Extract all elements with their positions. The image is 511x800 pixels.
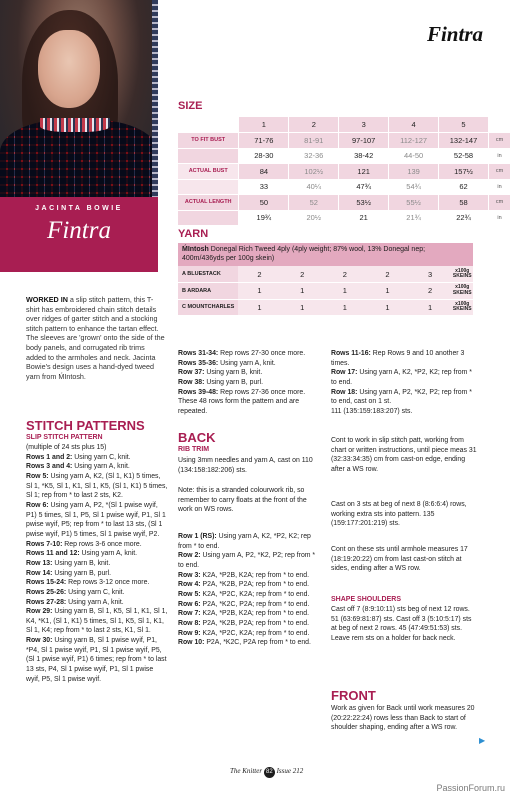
stitch-pattern-text xyxy=(26,443,168,684)
row-label: Rows 7-10: xyxy=(26,540,63,548)
row-label: Row 18: xyxy=(331,388,358,396)
cell: 52 xyxy=(289,195,339,211)
cell: 44-50 xyxy=(389,148,439,164)
yarn-description xyxy=(178,243,473,266)
instruction-line xyxy=(26,540,168,550)
instruction-line xyxy=(331,388,477,407)
cell: 2 xyxy=(281,266,324,283)
row-label: Row 5: xyxy=(178,590,201,598)
cell: 1 xyxy=(281,299,324,316)
cell: 2 xyxy=(324,266,367,283)
model-photo xyxy=(0,0,158,197)
row-text: Using yarn B, Sl 1, K5, Sl 1, K1, Sl 1, K4, *K1, (Sl 1, K1) 5 times, Sl 1, K5, Sl 1, K1, Sl 1, K4; rep from * to last 2 sts, K1, Sl 1. xyxy=(26,608,168,635)
row-text: K2A, *P2C, K2A; rep from * to end. xyxy=(200,629,310,637)
unit: cm xyxy=(488,133,510,149)
row-text: Using yarn A, knit. xyxy=(218,359,276,367)
row-label: Row 7: xyxy=(178,610,201,618)
cell: 58 xyxy=(439,195,489,211)
stitch-patterns-heading: STITCH PATTERNS xyxy=(26,418,145,433)
row-text: Using yarn C, knit. xyxy=(66,588,125,596)
row-label: Rows 15-24: xyxy=(26,579,67,587)
instruction-line xyxy=(178,532,320,551)
table-row xyxy=(178,299,473,316)
row-label: Row 6: xyxy=(26,501,49,509)
table-row xyxy=(178,148,511,164)
row-label: Row 4: xyxy=(178,581,201,589)
page-footer xyxy=(230,767,303,778)
back-rows-continued xyxy=(331,349,477,417)
back-note: Note: this is a stranded colourwork rib, so remember to carry floats at the front of the work on WS rows. xyxy=(178,487,307,514)
yarn-shade: A BLUESTACK xyxy=(178,266,238,283)
row-text: K2A, *P2B, K2A; rep from * to end. xyxy=(200,610,309,618)
cell: 62 xyxy=(439,179,489,195)
row-text: P2A, *K2B, P2A; rep from * to end. xyxy=(200,581,309,589)
band-title: Fintra xyxy=(47,217,111,244)
designer-name: JACINTA BOWIE xyxy=(35,205,123,212)
row-text: Rep rows 3-6 once more. xyxy=(62,540,142,548)
size-col: 4 xyxy=(389,117,439,133)
cell: 40¼ xyxy=(289,179,339,195)
cell: 139 xyxy=(389,164,439,180)
intro-text: a slip stitch pattern, this T-shirt has embroidered chain stitch details over ridges of garter stitch and a stocking stitch pattern to enhance the tartan effect. The sleeves are 'grown' onto the side of the body panels, and corrugated rib trims added to the armholes and neck. Jacinta Bowie's design uses a hand-dyed tweed yarn from ḾIntosh. xyxy=(26,295,165,381)
row-label: Rows 35-36: xyxy=(178,359,219,367)
row-text: Using yarn A, K2, *P2, K2; rep from * to end. xyxy=(178,533,311,550)
size-col: 1 xyxy=(239,117,289,133)
row-text: Using yarn A, P2, *K2, P2; rep from * to end, cast on 1 st. xyxy=(331,388,472,406)
row-text: (multiple of 24 sts plus 15) xyxy=(26,444,107,451)
row-text: P2A, *K2C, P2A; rep from * to end. xyxy=(200,600,310,608)
cell: 19¾ xyxy=(239,210,289,226)
instruction-line xyxy=(331,349,477,368)
cell: 1 xyxy=(366,283,409,300)
row-label: Row 3: xyxy=(178,571,201,579)
cell: 54¾ xyxy=(389,179,439,195)
page-number: 82 xyxy=(264,767,275,778)
instruction-line xyxy=(178,609,320,619)
size-table xyxy=(178,117,511,226)
magazine-name: The Knitter xyxy=(230,767,263,775)
back-cast-on-text: Cast on 3 sts at beg of next 8 (8:6:6:4) rows, working extra sts into pattern. 135 (159:177:201:219) sts. xyxy=(331,501,467,528)
cell: 112-127 xyxy=(389,133,439,149)
cell: 1 xyxy=(366,299,409,316)
table-row xyxy=(178,266,473,283)
instruction-line xyxy=(26,636,168,684)
yarn-shade: C MOUNTCHARLES xyxy=(178,299,238,316)
row-label: ACTUAL LENGTH xyxy=(178,195,239,211)
row-text: Rep rows 3-12 once more. xyxy=(66,579,150,587)
instruction-line xyxy=(26,607,168,636)
row-label: Rows 25-26: xyxy=(26,588,67,596)
row-text: Using yarn B, Sl 1 pwise wyif, P1, *P4, Sl 1 pwise wyif, P1, Sl 1 pwise wyif, P5, (Sl 1 pwise wyif, P1) 6 times; rep from * to last 13 sts, P4, Sl 1 pwise wyif, P1, Sl 1 pwise wyif, P5, Sl 1 pwise wyif. xyxy=(26,637,167,683)
cell: 2 xyxy=(366,266,409,283)
cell: 3 xyxy=(409,266,452,283)
instruction-line xyxy=(331,407,477,417)
instruction-line xyxy=(26,472,168,501)
row-text: P2A, *K2B, P2A; rep from * to end. xyxy=(200,619,309,627)
front-text: Work as given for Back until work measures 20 (20:22:22:24) rows less than Back to start of shoulder shaping, ending after a WS row. xyxy=(331,705,475,732)
instruction-line xyxy=(26,549,168,559)
instruction-line xyxy=(26,462,168,472)
cell: 132-147 xyxy=(439,133,489,149)
back-heading: BACK xyxy=(178,430,216,445)
row-text: Using yarn A, knit. xyxy=(66,598,124,606)
rib-trim-subheading: RIB TRIM xyxy=(178,446,210,453)
yarn-table xyxy=(178,266,473,316)
cell: 121 xyxy=(339,164,389,180)
row-label: Row 38: xyxy=(178,378,205,386)
row-text: Using yarn A, P2, *K2, P2; rep from * to end. xyxy=(178,552,316,569)
front-heading: FRONT xyxy=(331,688,376,703)
cell: 20½ xyxy=(289,210,339,226)
cell: 21 xyxy=(339,210,389,226)
table-row xyxy=(178,195,511,211)
table-row xyxy=(178,210,511,226)
unit: in xyxy=(488,179,510,195)
continue-arrow-icon: ▶ xyxy=(479,736,486,745)
instruction-line xyxy=(178,388,320,417)
cell: 97-107 xyxy=(339,133,389,149)
cell: 52-58 xyxy=(439,148,489,164)
row-label: Row 14: xyxy=(26,569,53,577)
row-label: Row 9: xyxy=(178,629,201,637)
row-text: K2A, *P2C, K2A; rep from * to end. xyxy=(200,590,310,598)
row-label: Row 6: xyxy=(178,600,201,608)
cell: 55½ xyxy=(389,195,439,211)
instruction-line xyxy=(178,571,320,581)
instruction-line xyxy=(26,578,168,588)
row-label: Row 17: xyxy=(331,369,358,377)
row-text: Using yarn C, knit. xyxy=(72,453,131,461)
shape-shoulders-text: Cast off 7 (8:9:10:11) sts beg of next 12 rows. 51 (63:69:81:87) sts. Cast off 3 (5:10:5:17) sts at beg of next 2 rows. 45 (47:49:51:53) sts. Leave rem sts on a holder for back neck. xyxy=(331,606,472,642)
unit: cm xyxy=(488,195,510,211)
row-label: Rows 11 and 12: xyxy=(26,550,80,558)
yarn-brand: ḾIntosh xyxy=(182,246,209,253)
instruction-line xyxy=(26,443,168,453)
row-label: Row 13: xyxy=(26,559,53,567)
yarn-shade: B ARDARA xyxy=(178,283,238,300)
row-label: Rows 11-16: xyxy=(331,350,371,357)
instruction-line xyxy=(178,590,320,600)
row-label: Row 2: xyxy=(178,552,201,560)
row-label: Row 29: xyxy=(26,608,53,616)
photo-collar xyxy=(40,118,110,132)
row-text: Using yarn B, knit. xyxy=(52,559,111,567)
unit: x100g SKEINS xyxy=(451,266,473,283)
photo-face xyxy=(38,30,100,108)
row-text: 111 (135:159:183:207) sts. xyxy=(331,407,413,415)
row-label: TO FIT BUST xyxy=(178,133,239,149)
instruction-line xyxy=(178,378,320,388)
cell: 32-36 xyxy=(289,148,339,164)
page-title: Fintra xyxy=(426,22,483,46)
slip-stitch-subheading: SLIP STITCH PATTERN xyxy=(26,434,103,441)
cell: 1 xyxy=(238,299,281,316)
row-label: Row 37: xyxy=(178,369,205,377)
instruction-line xyxy=(26,569,168,579)
instruction-line xyxy=(178,638,320,648)
unit: cm xyxy=(488,164,510,180)
cell: 53½ xyxy=(339,195,389,211)
back-armhole-text: Cont on these sts until armhole measures 17 (18:19:20:22) cm from last cast-on stitch at sides, ending after a WS row. xyxy=(331,546,468,573)
table-row xyxy=(178,133,511,149)
size-col: 3 xyxy=(339,117,389,133)
instruction-line xyxy=(178,349,320,359)
size-heading: SIZE xyxy=(178,100,203,112)
row-label xyxy=(178,179,239,195)
unit: x100g SKEINS xyxy=(451,283,473,300)
shape-shoulders-subheading: SHAPE SHOULDERS xyxy=(331,596,402,603)
row-text: Using yarn B, purl. xyxy=(52,569,112,577)
row-text: P2A, *K2C, P2A rep from * to end. xyxy=(204,639,311,647)
cell: 38-42 xyxy=(339,148,389,164)
cell: 71-76 xyxy=(239,133,289,149)
size-header-row xyxy=(178,117,511,133)
row-label: Rows 39-48: xyxy=(178,388,219,396)
rib-rows xyxy=(178,532,320,648)
row-text: Using yarn B, purl. xyxy=(204,378,264,386)
row-text: Using yarn B, knit. xyxy=(204,369,263,377)
row-text: Using yarn A, K2, (Sl 1, K1) 5 times, Sl 1, *K5, Sl 1, K1, Sl 1, K5, (Sl 1, K1) 5 times, Sl 1; rep from * to last 2 sts, K2. xyxy=(26,472,168,500)
watermark: PassionForum.ru xyxy=(436,783,505,793)
back-intro: Using 3mm needles and yarn A, cast on 110 (134:158:182:206) sts. xyxy=(178,457,313,474)
row-label: Rows 1 and 2: xyxy=(26,453,73,461)
instruction-line xyxy=(178,359,320,369)
table-row xyxy=(178,179,511,195)
instruction-line xyxy=(178,368,320,378)
cell: 47¾ xyxy=(339,179,389,195)
row-label: ACTUAL BUST xyxy=(178,164,239,180)
title-band xyxy=(0,197,158,272)
pattern-rows-continued xyxy=(178,349,320,417)
instruction-line xyxy=(26,559,168,569)
row-label: Row 8: xyxy=(178,619,201,627)
yarn-desc-text: Donegal Rich Tweed 4ply (4ply weight; 87% wool, 13% Donegal nep; 400m/436yds per 100g skein) xyxy=(182,246,426,262)
row-label: Row 5: xyxy=(26,472,49,480)
yarn-box xyxy=(178,243,473,316)
cell: 2 xyxy=(409,283,452,300)
row-text: K2A, *P2B, K2A; rep from * to end. xyxy=(200,571,309,579)
cell: 21¾ xyxy=(389,210,439,226)
instruction-line xyxy=(26,588,168,598)
row-label: Rows 27-28: xyxy=(26,598,67,606)
row-label: Row 30: xyxy=(26,637,53,645)
cell: 102½ xyxy=(289,164,339,180)
instruction-line xyxy=(26,453,168,463)
issue-number: Issue 212 xyxy=(276,767,304,775)
cell: 2 xyxy=(238,266,281,283)
row-text: Rep rows 27-36 once more. These 48 rows form the pattern and are repeated. xyxy=(178,388,306,415)
row-text: Rep Rows 9 and 10 another 3 times. xyxy=(331,350,465,367)
cell: 84 xyxy=(239,164,289,180)
row-label: Rows 3 and 4: xyxy=(26,463,73,471)
row-text: Rep rows 27-30 once more. xyxy=(218,350,306,357)
unit: in xyxy=(488,210,510,226)
cell: 22¾ xyxy=(439,210,489,226)
cell: 1 xyxy=(238,283,281,300)
cell: 50 xyxy=(239,195,289,211)
table-row xyxy=(178,283,473,300)
cell: 1 xyxy=(324,299,367,316)
row-label: Row 1 (RS): xyxy=(178,533,217,540)
row-label: Rows 31-34: xyxy=(178,350,219,357)
row-text: Using yarn A, P2, *(Sl 1 pwise wyif, P1) 5 times, Sl 1, P5, Sl 1 pwise wyif, P1, Sl 1 pwise wyif, P5; rep from * to last 13 sts, (Sl 1 pwise wyif, P1) 5 times, Sl 1 pwise wyif, P2. xyxy=(26,501,166,538)
instruction-line xyxy=(178,600,320,610)
instruction-line xyxy=(26,598,168,608)
back-body-text: Cont to work in slip stitch patt, working from chart or written instructions, until piece meas 31 (32:33:34:35) cm from cast-on edge, ending after a WS row. xyxy=(331,437,477,473)
row-text: Using yarn A, K2, *P2, K2; rep from * to end. xyxy=(331,369,472,386)
cell: 1 xyxy=(324,283,367,300)
instruction-line xyxy=(178,619,320,629)
intro-lead: WORKED IN xyxy=(26,295,68,304)
instruction-line xyxy=(178,629,320,639)
unit: in xyxy=(488,148,510,164)
intro-paragraph xyxy=(26,295,166,381)
cell: 1 xyxy=(281,283,324,300)
cell: 81-91 xyxy=(289,133,339,149)
cell: 28-30 xyxy=(239,148,289,164)
size-col: 2 xyxy=(289,117,339,133)
instruction-line xyxy=(178,580,320,590)
row-text: Using yarn A, knit. xyxy=(79,550,138,558)
cell: 1 xyxy=(409,299,452,316)
photo-edge-strip xyxy=(152,0,158,197)
cell: 33 xyxy=(239,179,289,195)
row-label: Row 10: xyxy=(178,639,205,647)
cell: 157½ xyxy=(439,164,489,180)
row-text: Using yarn A, knit. xyxy=(72,463,130,471)
instruction-line xyxy=(178,551,320,570)
table-row xyxy=(178,164,511,180)
row-label xyxy=(178,148,239,164)
unit: x100g SKEINS xyxy=(451,299,473,316)
instruction-line xyxy=(26,501,168,540)
yarn-heading: YARN xyxy=(178,228,209,240)
row-label xyxy=(178,210,239,226)
instruction-line xyxy=(331,368,477,387)
size-col: 5 xyxy=(439,117,489,133)
